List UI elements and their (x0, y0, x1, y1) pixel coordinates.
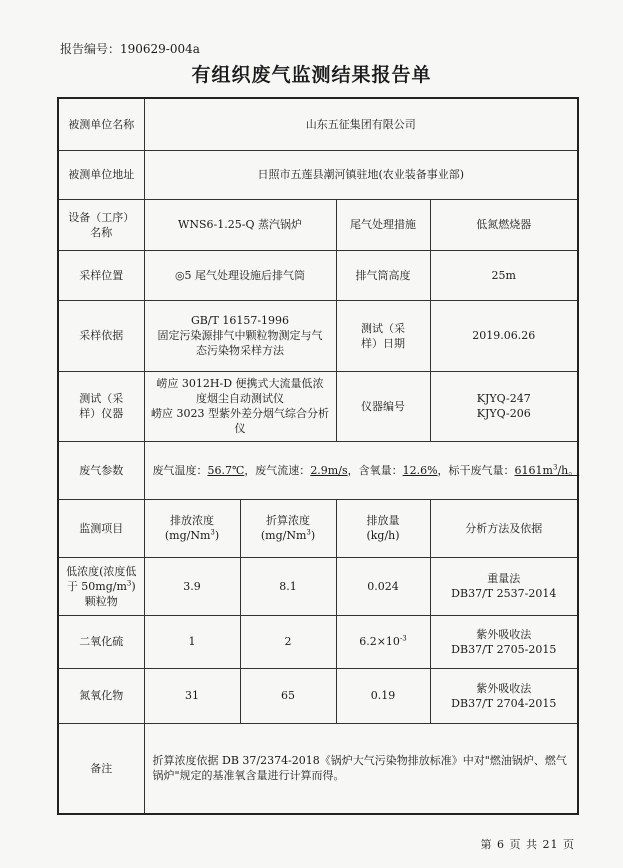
tail-treatment-label: 尾气处理措施 (336, 199, 430, 250)
test-date-label-text: 测试（采样）日期 (361, 321, 405, 350)
equipment-label-text: 设备（工序）名称 (68, 210, 135, 239)
instrument-no-value (430, 371, 578, 441)
instrument-value (144, 371, 336, 441)
header-converted-tail: ) (310, 529, 316, 542)
header-method: 分析方法及依据 (430, 499, 578, 557)
remark-value: 折算浓度依据 DB 37/2374-2018《锅炉大气污染物排放标准》中对"燃油锅炉、燃气锅炉"规定的基准氧含量进行计算而得。 (144, 723, 578, 814)
result-method-name: 紫外吸收法 (476, 681, 532, 695)
header-emission-title: 排放浓度 (170, 514, 214, 527)
report-table (57, 97, 579, 815)
unit-name-value: 山东五征集团有限公司 (144, 98, 578, 150)
header-rate (336, 499, 430, 557)
result-item: 二氧化硫 (58, 615, 144, 668)
result-emission: 31 (144, 668, 240, 723)
header-converted (240, 499, 336, 557)
result-rate-sup: -3 (399, 634, 407, 643)
row-sample-position (58, 250, 578, 300)
equipment-value: WNS6-1.25-Q 蒸汽锅炉 (144, 199, 336, 250)
gas-temp-label: 废气温度： (152, 463, 208, 477)
header-emission (144, 499, 240, 557)
header-converted-unit-text: (mg/Nm (260, 529, 307, 542)
gas-params-value (144, 441, 578, 499)
result-converted: 65 (240, 668, 336, 723)
header-rate-title: 排放量 (366, 514, 400, 527)
result-rate: 0.024 (336, 557, 430, 615)
header-emission-unit (148, 528, 237, 543)
header-emission-unit-text: (mg/Nm (164, 529, 211, 542)
row-gas-params (58, 441, 578, 499)
header-converted-unit (244, 528, 333, 543)
result-method (430, 668, 578, 723)
remark-label: 备注 (58, 723, 144, 814)
instrument-no-label: 仪器编号 (336, 371, 430, 441)
sample-position-value: ◎5 尾气处理设施后排气筒 (144, 250, 336, 300)
row-remark (58, 723, 578, 814)
sampling-basis-label: 采样依据 (58, 300, 144, 371)
result-item (58, 557, 144, 615)
equipment-label (58, 199, 144, 250)
unit-name-label: 被测单位名称 (58, 98, 144, 150)
oxygen-label: ，含氧量： (347, 463, 403, 477)
row-result-header (58, 499, 578, 557)
result-method (430, 557, 578, 615)
result-emission: 1 (144, 615, 240, 668)
std-flow-sup: 3 (552, 462, 558, 471)
unit-address-label: 被测单位地址 (58, 150, 144, 199)
row-unit-name (58, 98, 578, 150)
result-rate: 0.19 (336, 668, 430, 723)
unit-address-value: 日照市五莲县潮河镇驻地(农业装备事业部) (144, 150, 578, 199)
instrument-no-2: KJYQ-206 (476, 407, 531, 420)
result-converted: 2 (240, 615, 336, 668)
tail-treatment-value: 低氮燃烧器 (430, 199, 578, 250)
gas-flow-label: ，废气流速： (244, 463, 311, 477)
sample-position-label: 采样位置 (58, 250, 144, 300)
instrument-line-1: 崂应 3012H-D 便携式大流量低浓度烟尘自动测试仪 (156, 377, 324, 405)
result-item-sup: 3 (126, 578, 132, 587)
header-emission-tail: ) (214, 529, 220, 542)
result-row-particulate (58, 557, 578, 615)
stack-height-label: 排气筒高度 (336, 250, 430, 300)
row-unit-address (58, 150, 578, 199)
result-method-name: 重量法 (487, 572, 521, 585)
page-number: 第 6 页 共 21 页 (480, 838, 575, 851)
row-instruments (58, 371, 578, 441)
gas-temp-value: 56.7℃ (207, 463, 245, 477)
result-method-standard: DB37/T 2537-2014 (451, 587, 557, 600)
std-flow-value (515, 464, 580, 477)
header-rate-unit: (kg/h) (366, 529, 400, 542)
instrument-label (58, 371, 144, 441)
sampling-basis-value (144, 300, 336, 371)
instrument-no-1: KJYQ-247 (476, 392, 531, 405)
result-rate-base: 6.2×10 (359, 635, 400, 648)
page-title: 有组织废气监测结果报告单 (191, 64, 432, 86)
sampling-basis-method: 固定污染源排气中颗粒物测定与气态污染物采样方法 (157, 329, 323, 357)
header-item: 监测项目 (58, 499, 144, 557)
row-sampling-basis (58, 300, 578, 371)
result-row-nox (58, 668, 578, 723)
report-number: 报告编号：190629-004a (60, 42, 200, 56)
gas-params-label: 废气参数 (58, 441, 144, 499)
result-item-text: 低浓度(浓度低于 50mg/m (66, 564, 137, 593)
sampling-basis-standard: GB/T 16157-1996 (190, 314, 290, 327)
result-converted: 8.1 (240, 557, 336, 615)
oxygen-value: 12.6% (402, 463, 438, 477)
gas-flow-value: 2.9m/s (310, 463, 348, 477)
result-item-tail: )颗粒物 (84, 579, 136, 608)
instrument-label-text: 测试（采样）仪器 (79, 392, 124, 420)
std-flow-number: 6161m (514, 463, 553, 477)
result-method-name: 紫外吸收法 (476, 627, 532, 641)
result-emission: 3.9 (144, 557, 240, 615)
result-rate (336, 615, 430, 668)
std-flow-tail: /h。 (557, 463, 580, 477)
instrument-line-2: 崂应 3023 型紫外差分烟气综合分析仪 (151, 407, 329, 435)
std-flow-label: ，标干废气量： (437, 463, 515, 477)
test-date-value: 2019.06.26 (430, 300, 578, 371)
result-method (430, 615, 578, 668)
result-method-standard: DB37/T 2705-2015 (451, 642, 557, 656)
test-date-label (336, 300, 430, 371)
result-row-so2 (58, 615, 578, 668)
result-item: 氮氧化物 (58, 668, 144, 723)
stack-height-value: 25m (430, 250, 578, 300)
header-converted-title: 折算浓度 (266, 514, 310, 527)
row-equipment (58, 199, 578, 250)
header-converted-sup: 3 (306, 528, 311, 537)
header-emission-sup: 3 (210, 528, 215, 537)
result-method-standard: DB37/T 2704-2015 (451, 696, 557, 710)
